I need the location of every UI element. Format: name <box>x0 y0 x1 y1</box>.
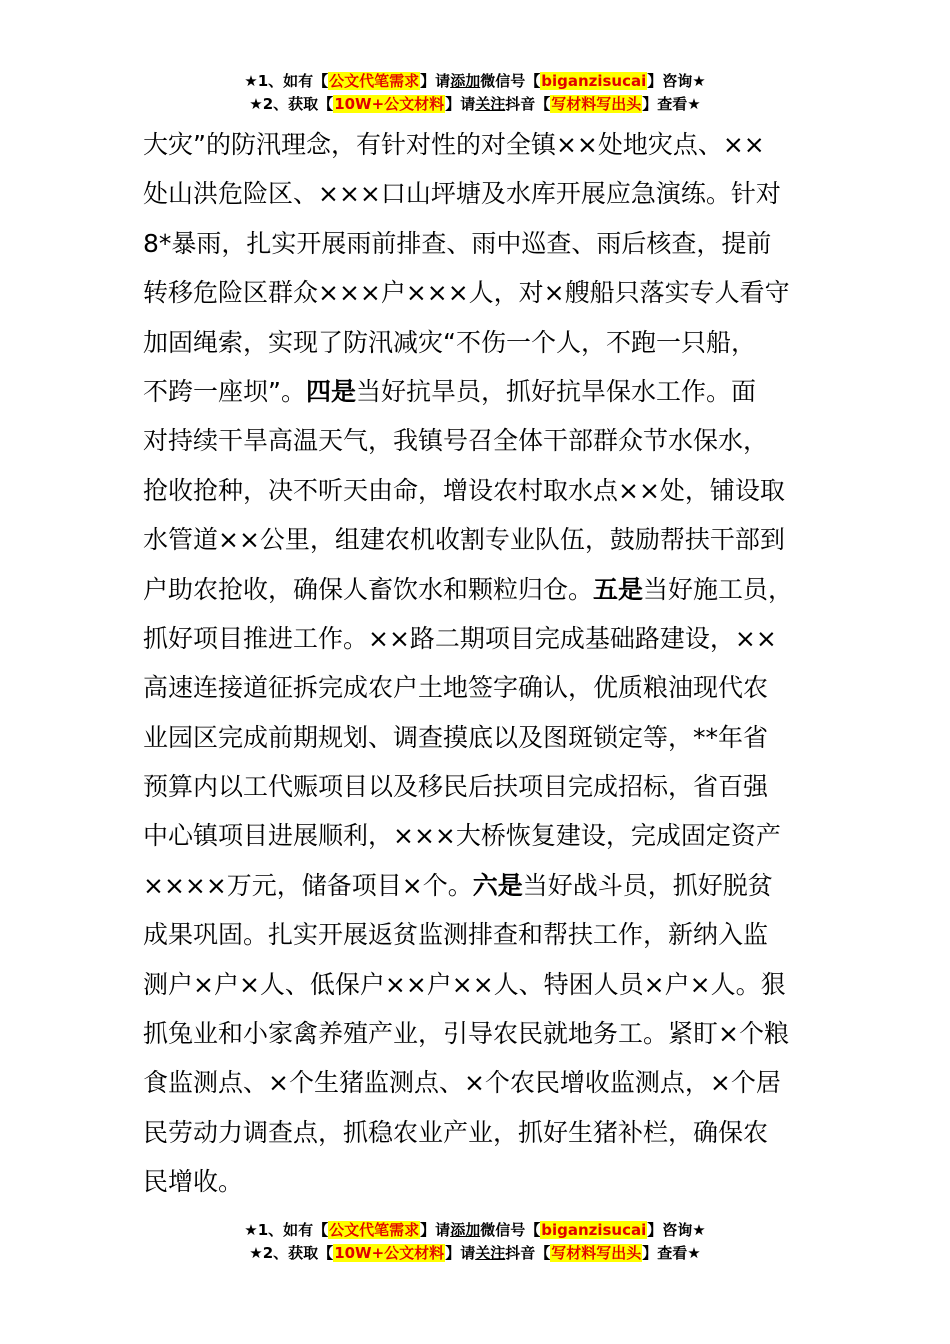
text-line: 民增收。 <box>143 1167 244 1197</box>
banner-line-1: ★1、如有【公文代笔需求】请添加微信号【biganzisucai】咨询★ <box>244 1221 706 1239</box>
text-line: 不跨一座坝”。四是当好抗旱员，抓好抗旱保水工作。面 <box>143 376 756 406</box>
bold-lead-six: 六是 <box>472 870 523 900</box>
bold-lead-five: 五是 <box>593 574 644 604</box>
text-line: 抢收抢种，决不听天由命，增设农村取水点××处，铺设取 <box>143 475 785 505</box>
banner-line-2: ★2、获取【10W+公文材料】请关注抖音【写材料写出头】查看★ <box>249 95 701 113</box>
highlight-materials: 10W+公文材料 <box>334 1244 445 1262</box>
text-line: 抓好项目推进工作。××路二期项目完成基础路建设，×× <box>143 623 777 653</box>
bottom-banner <box>0 1219 950 1265</box>
document-body <box>143 120 808 1207</box>
text-line: 抓兔业和小家禽养殖产业，引导农民就地务工。紧盯×个粮 <box>143 1019 789 1049</box>
highlight-ghostwriting: 公文代笔需求 <box>329 72 420 90</box>
top-banner <box>0 70 950 116</box>
highlight-wechat-id: biganzisucai <box>541 72 647 90</box>
text-line: 民劳动力调查点，抓稳农业产业，抓好生猪补栏，确保农 <box>143 1117 769 1147</box>
text-line: 处山洪危险区、×××口山坪塘及水库开展应急演练。针对 <box>143 179 781 209</box>
banner-line-1: ★1、如有【公文代笔需求】请添加微信号【biganzisucai】咨询★ <box>244 72 706 90</box>
text-line: 高速连接道征拆完成农户土地签字确认，优质粮油现代农 <box>143 673 769 703</box>
highlight-materials: 10W+公文材料 <box>334 95 445 113</box>
text-line: ××××万元，储备项目×个。六是当好战斗员，抓好脱贫 <box>143 870 773 900</box>
text-line: 加固绳索，实现了防汛减灾“不伤一个人，不跑一只船， <box>143 327 756 357</box>
highlight-douyin: 写材料写出头 <box>551 95 642 113</box>
highlight-wechat-id: biganzisucai <box>541 1221 647 1239</box>
text-line: 测户×户×人、低保户××户××人、特困人员×户×人。狠 <box>143 969 786 999</box>
text-line: 大灾”的防汛理念，有针对性的对全镇××处地灾点、×× <box>143 130 765 159</box>
text-line: 预算内以工代赈项目以及移民后扶项目完成招标，省百强 <box>143 772 769 802</box>
text-line: 对持续干旱高温天气，我镇号召全体干部群众节水保水， <box>143 426 769 456</box>
text-line: 业园区完成前期规划、调查摸底以及图斑锁定等，**年省 <box>143 722 769 752</box>
text-line: 成果巩固。扎实开展返贫监测排查和帮扶工作，新纳入监 <box>143 920 769 950</box>
bold-lead-four: 四是 <box>305 376 356 406</box>
text-line: 转移危险区群众×××户×××人，对×艘船只落实专人看守 <box>143 278 790 308</box>
text-line: 水管道××公里，组建农机收割专业队伍，鼓励帮扶干部到 <box>143 525 785 555</box>
text-line: 户助农抢收，确保人畜饮水和颗粒归仓。五是当好施工员， <box>143 574 794 604</box>
text-line: 中心镇项目进展顺利，×××大桥恢复建设，完成固定资产 <box>143 821 781 851</box>
highlight-ghostwriting: 公文代笔需求 <box>329 1221 420 1239</box>
text-line: 食监测点、×个生猪监测点、×个农民增收监测点，×个居 <box>143 1068 781 1098</box>
text-line: 8*暴雨，扎实开展雨前排查、雨中巡查、雨后核查，提前 <box>143 228 772 258</box>
highlight-douyin: 写材料写出头 <box>551 1244 642 1262</box>
banner-line-2: ★2、获取【10W+公文材料】请关注抖音【写材料写出头】查看★ <box>249 1244 701 1262</box>
